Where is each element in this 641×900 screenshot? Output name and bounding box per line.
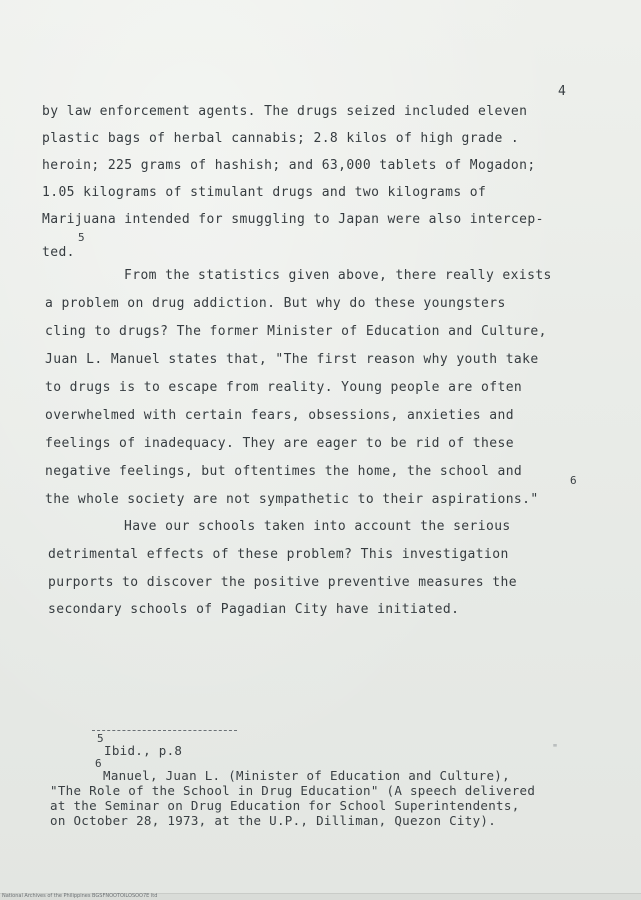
body-line: heroin; 225 grams of hashish; and 63,000 tablets of Mogadon; [42,158,536,173]
footnote-ref-6: 6 [570,474,577,487]
body-line: From the statistics given above, there really exists [124,268,552,283]
body-line: detrimental effects of these problem? This investigation [48,547,509,562]
body-line: secondary schools of Pagadian City have initiated. [48,602,460,617]
body-line: negative feelings, but oftentimes the home, the school and [45,464,523,479]
footnote-separator [92,730,237,731]
footnote-6-line: at the Seminar on Drug Education for School Superintendents, [50,798,520,813]
archive-footer-text: National Archives of the Philippines BGSFNOOTOILOSOO7E ltd [2,893,158,899]
footnote-number-5: 5 [97,732,104,745]
body-line: feelings of inadequacy. They are eager to be rid of these [45,436,514,451]
stray-mark: " [552,743,559,754]
footnote-number-6: 6 [95,757,102,770]
body-line: by law enforcement agents. The drugs seized included eleven [42,104,528,119]
footnote-6-line: Manuel, Juan L. (Minister of Education and Culture), [103,768,510,783]
footnote-6-line: "The Role of the School in Drug Education" (A speech delivered [50,783,536,798]
body-line: Marijuana intended for smuggling to Japan were also intercep- [42,212,544,227]
body-line: overwhelmed with certain fears, obsessions, anxieties and [45,408,514,423]
body-line: the whole society are not sympathetic to their aspirations." [45,492,539,507]
body-line: cling to drugs? The former Minister of Education and Culture, [45,324,547,339]
body-line: a problem on drug addiction. But why do these youngsters [45,296,506,311]
body-line: to drugs is to escape from reality. Young people are often [45,380,523,395]
body-line: plastic bags of herbal cannabis; 2.8 kilos of high grade . [42,131,520,146]
body-line: ted. [42,245,75,260]
page-number: 4 [558,84,566,99]
body-line: Juan L. Manuel states that, "The first reason why youth take [45,352,539,367]
footnote-6-line: on October 28, 1973, at the U.P., Dilliman, Quezon City). [50,813,497,828]
body-line: Have our schools taken into account the serious [124,519,511,534]
body-line: 1.05 kilograms of stimulant drugs and two kilograms of [42,185,487,200]
body-line: purports to discover the positive preventive measures the [48,575,517,590]
footnote-5-text: Ibid., p.8 [104,743,183,758]
archive-footer [0,893,641,900]
footnote-ref-5: 5 [78,231,85,244]
